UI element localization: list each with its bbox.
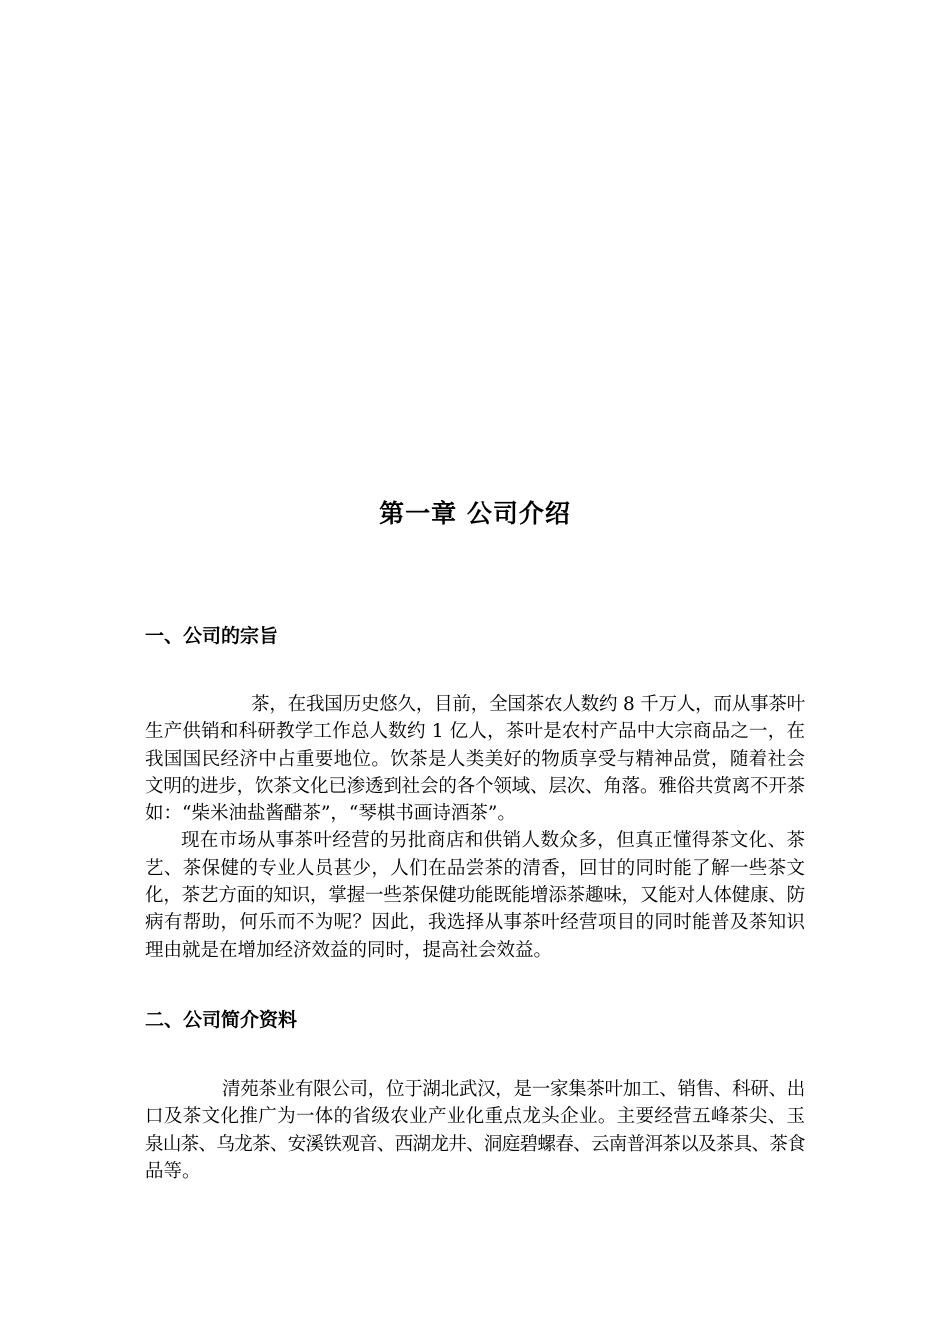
paragraph bbox=[145, 1076, 805, 1185]
section-heading: 二、公司简介资料 bbox=[145, 1009, 298, 1031]
text-line: 如：“柴米油盐酱醋茶”，“琴棋书画诗酒茶”。 bbox=[145, 803, 516, 825]
text-line: 清苑茶业有限公司，位于湖北武汉，是一家集茶叶加工、销售、科研、出 bbox=[222, 1079, 806, 1100]
text-line: 泉山茶、乌龙茶、安溪铁观音、西湖龙井、洞庭碧螺春、云南普洱茶以及茶具、茶食 bbox=[145, 1133, 805, 1155]
section-heading: 一、公司的宗旨 bbox=[145, 625, 279, 647]
chapter-title: 第一章 公司介绍 bbox=[379, 499, 571, 528]
text-line: 化，茶艺方面的知识，掌握一些茶保健功能既能增添茶趣味，又能对人体健康、防 bbox=[145, 885, 806, 907]
text-line: 口及茶文化推广为一体的省级农业产业化重点龙头企业。主要经营五峰茶尖、玉 bbox=[145, 1106, 805, 1128]
text-line: 生产供销和科研教学工作总人数约 1 亿人，茶叶是农村产品中大宗商品之一，在 bbox=[145, 721, 805, 743]
paragraph bbox=[145, 691, 805, 964]
text-line: 品等。 bbox=[145, 1160, 201, 1182]
text-line: 茶，在我国历史悠久，目前，全国茶农人数约 8 千万人，而从事茶叶 bbox=[251, 694, 806, 715]
text-line: 文明的进步，饮茶文化已渗透到社会的各个领域、层次、角落。雅俗共赏离不开茶 bbox=[145, 775, 806, 797]
text-line: 我国国民经济中占重要地位。饮茶是人类美好的物质享受与精神品赏，随着社会 bbox=[145, 748, 805, 770]
text-line: 艺、茶保健的专业人员甚少，人们在品尝茶的清香，回甘的同时能了解一些茶文 bbox=[145, 857, 805, 879]
text-line: 理由就是在增加经济效益的同时，提高社会效益。 bbox=[145, 939, 553, 961]
text-line: 现在市场从事茶叶经营的另批商店和供销人数众多，但真正懂得茶文化、茶 bbox=[181, 830, 805, 852]
text-line: 病有帮助，何乐而不为呢？因此，我选择从事茶叶经营项目的同时能普及茶知识 bbox=[145, 912, 805, 934]
